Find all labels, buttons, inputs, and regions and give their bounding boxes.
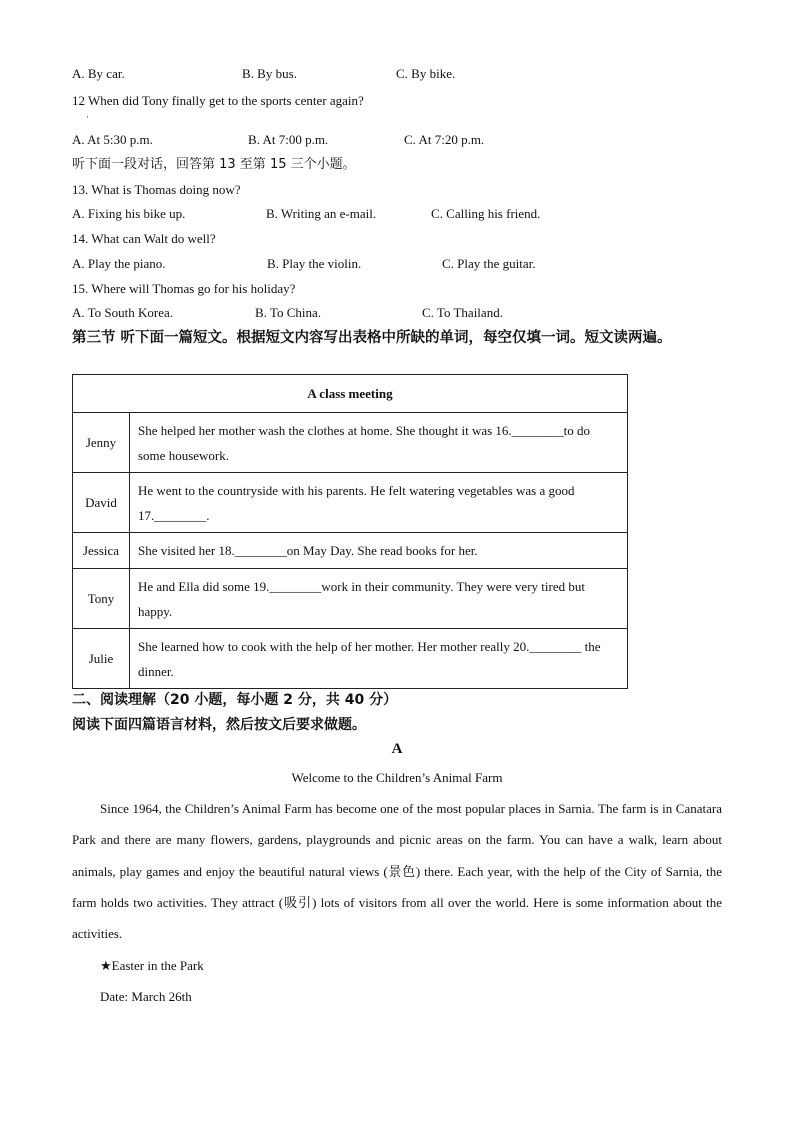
class-meeting-table <box>72 374 628 689</box>
q14-option-a: A. Play the piano. <box>72 256 166 271</box>
q13-option-a: A. Fixing his bike up. <box>72 206 186 221</box>
table-text-cell: He and Ella did some 19.________work in their community. They were very tired but happy. <box>130 569 628 629</box>
part2-heading: 二、阅读理解（20 小题，每小题 2 分，共 40 分） <box>72 692 398 708</box>
q15-option-b: B. To China. <box>255 305 322 320</box>
q14-option-c: C. Play the guitar. <box>442 256 536 271</box>
table-row <box>73 533 628 569</box>
event-name: ★Easter in the Park <box>100 958 204 973</box>
table-text-cell: She helped her mother wash the clothes at home. She thought it was 16.________to do some housework. <box>130 413 628 473</box>
table-title: A class meeting <box>73 375 628 413</box>
passage-paragraph: Since 1964, the Children’s Animal Farm has become one of the most popular places in Sarnia. The farm is in Canatara Park and there are many flowers, gardens, playgrounds and picnic areas on the farm. You can have a walk, learn about animals, play games and enjoy the beautiful natural views (景色) there. Each year, with the help of the City of Sarnia, the farm holds two activities. They attract (吸引) lots of visitors from all over the world. Here is some information about the activities. <box>72 801 722 942</box>
table-text-cell: She learned how to cook with the help of her mother. Her mother really 20.________ the dinner. <box>130 629 628 689</box>
q11-option-a: A. By car. <box>72 66 125 81</box>
q14-question: 14. What can Walt do well? <box>72 231 216 246</box>
table-name-cell: Jenny <box>73 413 130 473</box>
q15-option-c: C. To Thailand. <box>422 305 503 320</box>
q12-question: 12 When did Tony finally get to the sports center again? <box>72 93 364 108</box>
passage-letter: A <box>391 741 403 757</box>
table-row <box>73 473 628 533</box>
table-name-cell: Tony <box>73 569 130 629</box>
table-text-cell: He went to the countryside with his parents. He felt watering vegetables was a good 17.________. <box>130 473 628 533</box>
table-row <box>73 413 628 473</box>
q12-option-b: B. At 7:00 p.m. <box>248 132 329 147</box>
q15-option-a: A. To South Korea. <box>72 305 174 320</box>
table-name-cell: Julie <box>73 629 130 689</box>
q11-option-c: C. By bike. <box>396 66 456 81</box>
q13-question: 13. What is Thomas doing now? <box>72 182 241 197</box>
table-name-cell: Jessica <box>73 533 130 569</box>
part2-instruction: 阅读下面四篇语言材料，然后按文后要求做题。 <box>72 717 366 733</box>
stray-dot: · <box>86 112 89 122</box>
q12-option-a: A. At 5:30 p.m. <box>72 132 153 147</box>
instruction-13-15: 听下面一段对话，回答第 13 至第 15 三个小题。 <box>72 157 356 172</box>
table-row <box>73 569 628 629</box>
q13-option-c: C. Calling his friend. <box>431 206 541 221</box>
q13-option-b: B. Writing an e-mail. <box>266 206 377 221</box>
q11-option-b: B. By bus. <box>242 66 297 81</box>
q12-option-c: C. At 7:20 p.m. <box>404 132 485 147</box>
table-text-cell: She visited her 18.________on May Day. She read books for her. <box>130 533 628 569</box>
table-title-row <box>73 375 628 413</box>
section3-heading: 第三节 听下面一篇短文。根据短文内容写出表格中所缺的单词，每空仅填一词。短文读两遍。 <box>72 330 672 346</box>
table-name-cell: David <box>73 473 130 533</box>
table-row <box>73 629 628 689</box>
q14-option-b: B. Play the violin. <box>267 256 362 271</box>
event-date: Date: March 26th <box>100 989 192 1004</box>
q15-question: 15. Where will Thomas go for his holiday? <box>72 281 296 296</box>
passage-title: Welcome to the Children’s Animal Farm <box>291 770 503 785</box>
